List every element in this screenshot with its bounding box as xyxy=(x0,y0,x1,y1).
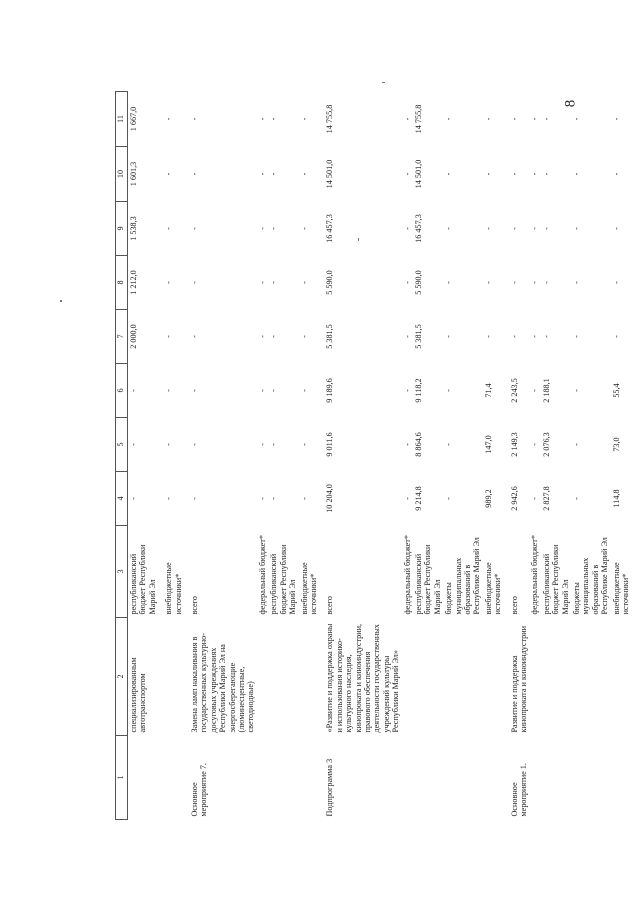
description-cell xyxy=(529,618,540,736)
value-cell: - xyxy=(572,227,582,230)
value-cell: - xyxy=(164,117,174,121)
value-cell: 5 381,5 xyxy=(325,324,335,349)
value-cell: - xyxy=(257,227,267,230)
value-cell: - xyxy=(269,389,279,392)
value-cell: - xyxy=(299,497,309,500)
value-cell: - xyxy=(541,172,551,176)
row-label-cell xyxy=(483,736,504,820)
value-cell: - xyxy=(483,117,493,121)
row-label-cell xyxy=(257,736,268,820)
description-cell xyxy=(611,618,632,736)
table-row xyxy=(257,92,268,820)
value-cell: 5 590,0 xyxy=(325,270,335,295)
description-cell xyxy=(402,618,413,736)
value-cell: - xyxy=(190,227,200,230)
value-cell: - xyxy=(444,443,454,446)
row-label-cell xyxy=(443,736,483,820)
value-cell: - xyxy=(402,281,412,284)
value-cell: 9 189,6 xyxy=(325,378,335,403)
table-row xyxy=(483,92,504,820)
value-cell: - xyxy=(530,497,540,500)
value-cell: - xyxy=(444,172,454,176)
description-cell: Развитие и поддержка кинопроката и киноиндустрии xyxy=(509,626,529,733)
funding-source-cell: внебюджетные источники* xyxy=(611,562,631,615)
funding-source-cell: внебюджетные источники* xyxy=(164,562,183,615)
value-cell: - xyxy=(128,364,159,418)
value-cell: - xyxy=(269,117,279,121)
value-cell: - xyxy=(572,389,582,392)
value-cell: - xyxy=(190,172,200,176)
value-cell: - xyxy=(444,389,454,392)
budget-table xyxy=(115,91,632,820)
value-cell: - xyxy=(444,227,454,230)
value-cell: - xyxy=(572,443,582,446)
funding-source-cell: всего xyxy=(509,596,519,615)
value-cell: 147,0 xyxy=(483,435,493,454)
row-label-cell: Основное мероприятие 7. xyxy=(190,763,209,817)
column-header-4: 4 xyxy=(116,472,128,526)
value-cell: - xyxy=(611,117,621,121)
value-cell: - xyxy=(257,172,267,176)
table-row xyxy=(268,92,298,820)
value-cell: - xyxy=(572,497,582,500)
value-cell: 5 381,5 xyxy=(413,324,423,349)
row-label-cell xyxy=(128,736,159,820)
value-cell: - xyxy=(299,443,309,446)
table-row xyxy=(541,92,571,820)
value-cell: - xyxy=(257,281,267,284)
value-cell: 9 011,6 xyxy=(325,432,335,457)
column-header-2: 2 xyxy=(116,618,128,736)
value-cell: 9 118,2 xyxy=(413,378,423,403)
table-row xyxy=(299,92,320,820)
description-cell: Замена ламп накаливания в государственных культурно-досуговых учреждениях Республики Марий Эл на энергосберегающие (люминесцентные, светодиодные) xyxy=(190,633,256,733)
value-cell: - xyxy=(190,443,200,446)
table-row xyxy=(611,92,632,820)
value-cell: 1 601,3 xyxy=(128,147,159,202)
description-cell: «Развитие и поддержка охраны и использования историко-культурного наследия, кинопроката и киноиндустрии, правового обеспечения деятельности государственных учреждений культуры Республики Марий Эл» xyxy=(325,623,401,733)
table-row xyxy=(184,92,257,820)
funding-source-cell: республиканский бюджет Республики Марий Эл xyxy=(269,544,298,615)
row-label-cell xyxy=(571,736,611,820)
rotated-table-container xyxy=(115,92,631,820)
row-label-cell xyxy=(529,736,540,820)
value-cell: - xyxy=(530,281,540,284)
value-cell: 2 149,3 xyxy=(509,432,519,457)
funding-source-cell: федеральный бюджет* xyxy=(402,535,412,615)
value-cell: 2 188,1 xyxy=(541,378,551,403)
value-cell: - xyxy=(402,227,412,230)
value-cell: 5 590,0 xyxy=(413,270,423,295)
value-cell: - xyxy=(257,497,267,500)
value-cell: - xyxy=(190,497,200,500)
row-label-cell: Подпрограмма 3 xyxy=(325,758,335,817)
value-cell: - xyxy=(483,281,493,284)
value-cell: - xyxy=(299,281,309,284)
value-cell: 1 538,3 xyxy=(128,202,159,256)
row-label-cell xyxy=(268,736,298,820)
funding-source-cell: бюджеты муниципальных образований в Республике Марий Эл xyxy=(444,537,482,615)
value-cell: - xyxy=(509,227,519,230)
funding-source-cell: бюджеты муниципальных образований в Республике Марий Эл xyxy=(572,537,610,615)
value-cell: - xyxy=(190,335,200,338)
value-cell: - xyxy=(541,227,551,230)
column-header-1: 1 xyxy=(116,736,128,820)
value-cell: - xyxy=(269,497,279,500)
scan-speck xyxy=(60,300,62,302)
table-row xyxy=(158,92,184,820)
value-cell: 14 755,8 xyxy=(325,104,335,134)
value-cell: - xyxy=(402,389,412,392)
value-cell: 2 000,0 xyxy=(128,310,159,364)
description-cell xyxy=(257,618,268,736)
description-cell xyxy=(299,618,320,736)
value-cell: - xyxy=(572,117,582,121)
description-cell xyxy=(413,618,443,736)
value-cell: 14 501,0 xyxy=(413,159,423,189)
value-cell: - xyxy=(444,117,454,121)
value-cell: - xyxy=(299,117,309,121)
table-header xyxy=(116,92,128,820)
value-cell: - xyxy=(269,335,279,338)
column-header-10: 10 xyxy=(116,147,128,202)
description-cell xyxy=(571,618,611,736)
value-cell: - xyxy=(299,227,309,230)
column-header-11: 11 xyxy=(116,92,128,147)
value-cell: - xyxy=(572,281,582,284)
table-row xyxy=(443,92,483,820)
table-row xyxy=(128,92,159,820)
value-cell: - xyxy=(530,117,540,121)
value-cell: - xyxy=(444,335,454,338)
row-label-cell xyxy=(413,736,443,820)
value-cell: - xyxy=(541,335,551,338)
scan-speck xyxy=(382,82,385,83)
value-cell: 71,4 xyxy=(483,383,493,398)
funding-source-cell: всего xyxy=(190,596,200,615)
value-cell: - xyxy=(269,172,279,176)
value-cell: 2 942,6 xyxy=(509,486,519,511)
value-cell: 16 457,3 xyxy=(413,214,423,243)
value-cell: - xyxy=(530,443,540,446)
value-cell: - xyxy=(164,172,174,176)
value-cell: - xyxy=(541,281,551,284)
value-cell: 114,8 xyxy=(611,489,621,508)
funding-source-cell: федеральный бюджет* xyxy=(257,535,267,615)
description-cell xyxy=(541,618,571,736)
funding-source-cell: республиканский бюджет Республики Марий Эл xyxy=(541,544,570,615)
value-cell: 73,0 xyxy=(611,437,621,452)
value-cell: - xyxy=(444,281,454,284)
value-cell: - xyxy=(483,172,493,176)
value-cell: 14 755,8 xyxy=(413,104,423,134)
row-label-cell xyxy=(158,736,184,820)
value-cell: - xyxy=(269,227,279,230)
value-cell: 1 212,0 xyxy=(128,256,159,310)
value-cell: - xyxy=(572,335,582,338)
table-row xyxy=(413,92,443,820)
value-cell: - xyxy=(402,335,412,338)
value-cell: - xyxy=(444,497,454,500)
funding-source-cell: республиканский бюджет Республики Марий Эл xyxy=(413,544,442,615)
value-cell: - xyxy=(190,117,200,121)
value-cell: 14 501,0 xyxy=(325,159,335,189)
value-cell: - xyxy=(128,472,159,526)
value-cell: - xyxy=(483,335,493,338)
value-cell: - xyxy=(483,227,493,230)
value-cell: - xyxy=(509,281,519,284)
description-cell: специализированным автотранспортом xyxy=(128,618,159,736)
value-cell: 9 214,8 xyxy=(413,486,423,511)
funding-source-cell: внебюджетные источники* xyxy=(299,562,318,615)
value-cell: - xyxy=(611,227,621,230)
value-cell: - xyxy=(257,117,267,121)
table-row xyxy=(571,92,611,820)
value-cell: - xyxy=(164,389,174,392)
value-cell: - xyxy=(530,389,540,392)
value-cell: - xyxy=(530,227,540,230)
value-cell: - xyxy=(128,418,159,472)
value-cell: - xyxy=(611,281,621,284)
table-row xyxy=(504,92,530,820)
value-cell: 8 864,6 xyxy=(413,432,423,457)
value-cell: - xyxy=(269,443,279,446)
page-number: 8 xyxy=(562,99,579,108)
row-label-cell xyxy=(611,736,632,820)
description-cell xyxy=(443,618,483,736)
value-cell: - xyxy=(509,335,519,338)
table-row xyxy=(319,92,401,820)
column-header-9: 9 xyxy=(116,202,128,256)
row-label-cell: Основное мероприятие 1. xyxy=(509,763,529,817)
value-cell: - xyxy=(190,281,200,284)
table-row xyxy=(529,92,540,820)
value-cell: 10 204,0 xyxy=(325,484,335,513)
funding-source-cell: внебюджетные источники* xyxy=(483,562,503,615)
value-cell: - xyxy=(299,172,309,176)
value-cell: 2 076,3 xyxy=(541,432,551,457)
value-cell: - xyxy=(402,497,412,500)
column-header-6: 6 xyxy=(116,364,128,418)
value-cell: - xyxy=(269,281,279,284)
value-cell: - xyxy=(530,172,540,176)
column-header-8: 8 xyxy=(116,256,128,310)
description-cell xyxy=(158,618,184,736)
value-cell: - xyxy=(402,117,412,121)
table-body xyxy=(128,92,632,820)
funding-source-cell: всего xyxy=(325,596,335,615)
value-cell: 989,2 xyxy=(483,489,493,508)
funding-source-cell: федеральный бюджет* xyxy=(530,535,540,615)
funding-source-cell: республиканский бюджет Республики Марий Эл xyxy=(128,526,159,618)
value-cell: - xyxy=(257,389,267,392)
value-cell: - xyxy=(402,172,412,176)
row-label-cell xyxy=(299,736,320,820)
value-cell: - xyxy=(509,172,519,176)
value-cell: - xyxy=(190,389,200,392)
value-cell: - xyxy=(402,443,412,446)
column-header-3: 3 xyxy=(116,526,128,618)
row-label-cell xyxy=(541,736,571,820)
value-cell: - xyxy=(164,443,174,446)
description-cell xyxy=(268,618,298,736)
value-cell: - xyxy=(164,281,174,284)
value-cell: - xyxy=(572,172,582,176)
value-cell: - xyxy=(299,389,309,392)
column-header-7: 7 xyxy=(116,310,128,364)
value-cell: - xyxy=(299,335,309,338)
column-header-5: 5 xyxy=(116,418,128,472)
value-cell: 2 243,5 xyxy=(509,378,519,403)
value-cell: 16 457,3 xyxy=(325,214,335,243)
value-cell: - xyxy=(530,335,540,338)
value-cell: - xyxy=(541,117,551,121)
value-cell: 1 667,0 xyxy=(128,92,159,147)
value-cell: - xyxy=(164,335,174,338)
value-cell: - xyxy=(611,335,621,338)
table-row xyxy=(402,92,413,820)
value-cell: - xyxy=(257,443,267,446)
row-label-cell xyxy=(402,736,413,820)
value-cell: 55,4 xyxy=(611,383,621,398)
value-cell: - xyxy=(257,335,267,338)
value-cell: - xyxy=(611,172,621,176)
description-cell xyxy=(483,618,504,736)
value-cell: - xyxy=(164,227,174,230)
value-cell: - xyxy=(509,117,519,121)
value-cell: - xyxy=(164,497,174,500)
value-cell: 2 827,8 xyxy=(541,486,551,511)
